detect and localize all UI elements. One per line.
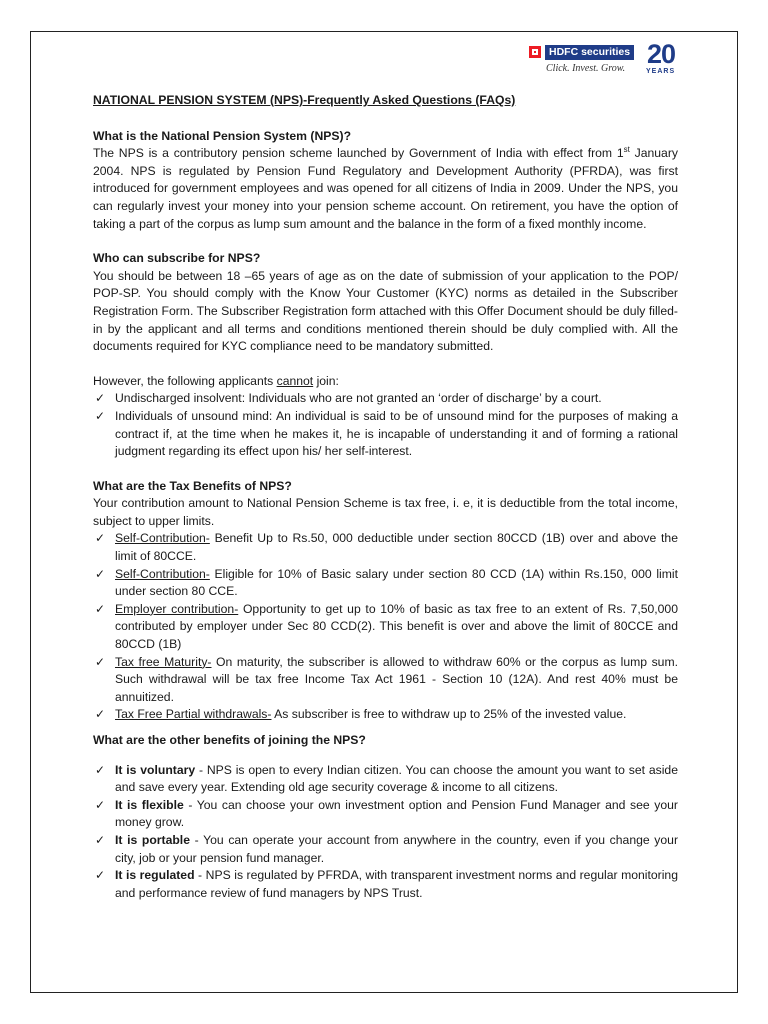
list-item: ✓ Undischarged insolvent: Individuals who are not granted an ‘order of discharge’ by a court. <box>93 390 678 408</box>
answer-tax-benefits: Your contribution amount to National Pension Scheme is tax free, i. e, it is deductible from the total income, subject to upper limits. <box>93 496 678 528</box>
tax-benefits-list <box>93 530 678 724</box>
list-item: ✓ Self-Contribution- Eligible for 10% of Basic salary under section 80 CCD (1A) within Rs.150, 000 limit under section 80 CCE. <box>95 566 678 599</box>
question-who-can-subscribe: Who can subscribe for NPS? <box>93 251 261 266</box>
list-item: ✓ It is flexible - You can choose your own investment option and Pension Fund Manager and see your money grow. <box>95 797 678 830</box>
question-other-benefits: What are the other benefits of joining the NPS? <box>93 733 366 747</box>
hdfc-securities-logo <box>529 39 689 80</box>
logo-anniversary: 20 <box>647 39 676 69</box>
list-item: ✓ Tax Free Partial withdrawals- As subscriber is free to withdraw up to 25% of the invested value. <box>93 706 678 724</box>
logo-brand: HDFC securities <box>545 45 634 60</box>
checkmark-icon: ✓ <box>95 531 106 546</box>
logo-tagline: Click. Invest. Grow. <box>546 63 626 74</box>
checkmark-icon: ✓ <box>95 832 106 847</box>
checkmark-icon: ✓ <box>95 797 106 812</box>
cannot-join-list <box>93 390 678 460</box>
list-item: ✓ Self-Contribution- Benefit Up to Rs.50, 000 deductible under section 80CCD (1B) over and above the limit of 80CCE. <box>95 531 678 564</box>
list-item: ✓ Tax free Maturity- On maturity, the subscriber is allowed to withdraw 60% or the corpus as lump sum. Such withdrawal will be tax free Income Tax Act 1961 - Section 10 (12A). And rest 40% must be annuitized. <box>95 654 678 704</box>
list-item: ✓ It is regulated - NPS is regulated by PFRDA, with transparent investment norms and regular monitoring and performance review of fund managers by NPS Trust. <box>95 868 678 900</box>
list-item: ✓ It is portable - You can operate your account from anywhere in the country, even if you change your city, job or your pension fund manager. <box>95 832 679 865</box>
checkmark-icon: ✓ <box>95 566 106 581</box>
list-item: ✓ Employer contribution- Opportunity to get up to 10% of basic as tax free to an extent of Rs. 7,50,000 contributed by employer under Sec 80 CCD(2). This benefit is over and above the limit of 80CCE and 80CCD (1B) <box>95 601 678 652</box>
answer-what-is-nps: The NPS is a contributory pension scheme launched by Government of India with effect from 1st January 2004. NPS is regulated by Pension Fund Regulatory and Development Authority (PFRDA), was first introduced for government employees and was opened for all citizens of India in 2009. Under the NPS, you can regularly invest your money into your pension scheme account. On retirement, you have the option of taking a part of the corpus as lump sum amount and the balance in the form of a fixed monthly income. <box>93 145 678 231</box>
list-item: ✓ Individuals of unsound mind: An individual is said to be of unsound mind for the purposes of making a contract if, at the time when he makes it, he is incapable of understanding it and of forming a rational judgment regarding its effect upon his/ her self-interest. <box>95 408 678 459</box>
other-benefits-list <box>93 762 678 903</box>
checkmark-icon: ✓ <box>95 707 106 722</box>
hdfc-mark-icon <box>529 46 541 58</box>
document-body <box>93 92 678 902</box>
question-tax-benefits: What are the Tax Benefits of NPS? <box>93 478 292 493</box>
question-what-is-nps: What is the National Pension System (NPS)? <box>93 128 352 143</box>
checkmark-icon: ✓ <box>95 601 106 616</box>
checkmark-icon: ✓ <box>95 391 106 406</box>
answer-who-can-subscribe: You should be between 18 –65 years of age as on the date of submission of your application to the POP/ POP-SP. You should comply with the Know Your Customer (KYC) norms as detailed in the Subscriber Registration Form. The Subscriber Registration form attached with this Offer Document should be duly filled-in by the applicant and all terms and conditions mentioned therein should be duly complied with. All the documents required for KYC compliance need to be mandatory submitted. <box>93 268 678 354</box>
however-line: However, the following applicants cannot join: <box>93 373 339 388</box>
logo-years: YEARS <box>646 68 676 75</box>
checkmark-icon: ✓ <box>95 408 106 423</box>
list-item: ✓ It is voluntary - NPS is open to every Indian citizen. You can choose the amount you want to set aside and save every year. Extending old age security coverage & income to all citizens. <box>95 762 678 795</box>
page-title: NATIONAL PENSION SYSTEM (NPS)-Frequently Asked Questions (FAQs) <box>93 93 516 107</box>
checkmark-icon: ✓ <box>95 762 106 777</box>
checkmark-icon: ✓ <box>95 868 106 883</box>
checkmark-icon: ✓ <box>95 654 106 669</box>
